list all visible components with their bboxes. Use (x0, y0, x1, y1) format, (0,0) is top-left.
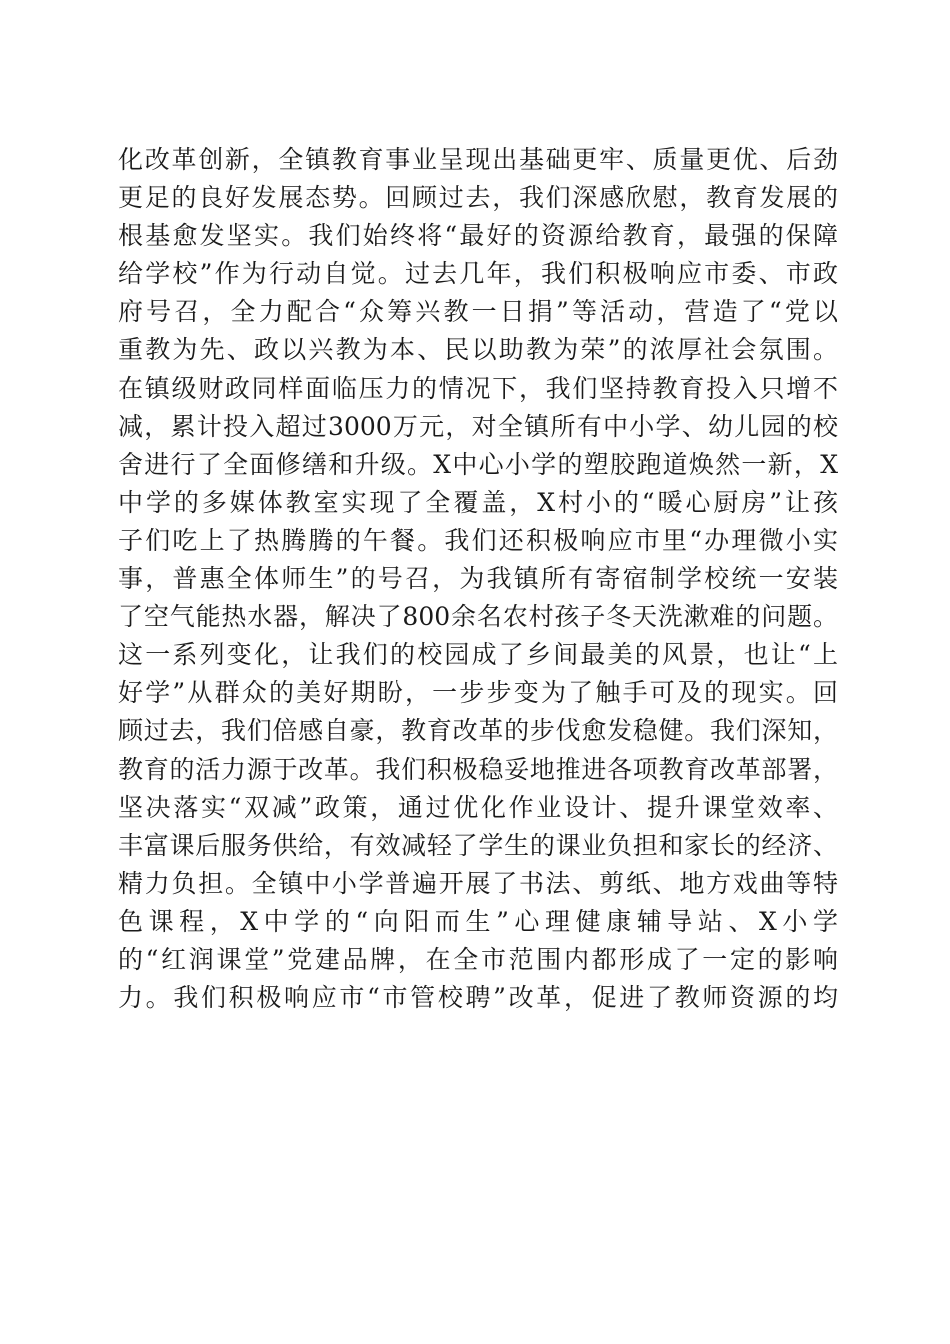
text-line: 子们吃上了热腾腾的午餐。我们还积极响应市里“办理微小实 (118, 525, 838, 555)
body-paragraph (118, 141, 838, 1017)
text-line: 更足的良好发展态势。回顾过去，我们深感欣慰，教育发展的 (118, 183, 838, 213)
text-line: 减，累计投入超过3000万元，对全镇所有中小学、幼儿园的校 (118, 411, 838, 441)
text-line: 教育的活力源于改革。我们积极稳妥地推进各项教育改革部署， (118, 754, 838, 784)
text-line: 力。我们积极响应市“市管校聘”改革，促进了教师资源的均 (118, 983, 838, 1013)
text-line: 事，普惠全体师生”的号召，为我镇所有寄宿制学校统一安装 (118, 564, 838, 594)
text-line: 顾过去，我们倍感自豪，教育改革的步伐愈发稳健。我们深知， (118, 716, 838, 746)
text-line: 在镇级财政同样面临压力的情况下，我们坚持教育投入只增不 (118, 373, 838, 403)
text-line: 了空气能热水器，解决了800余名农村孩子冬天洗漱难的问题。 (118, 602, 838, 632)
text-line: 根基愈发坚实。我们始终将“最好的资源给教育，最强的保障 (118, 221, 838, 251)
text-line: 重教为先、政以兴教为本、民以助教为荣”的浓厚社会氛围。 (118, 335, 838, 365)
text-line: 的“红润课堂”党建品牌，在全市范围内都形成了一定的影响 (118, 944, 838, 974)
text-line: 这一系列变化，让我们的校园成了乡间最美的风景，也让“上 (118, 640, 838, 670)
text-line: 坚决落实“双减”政策，通过优化作业设计、提升课堂效率、 (118, 792, 838, 822)
text-line: 府号召，全力配合“众筹兴教一日捐”等活动，营造了“党以 (118, 297, 838, 327)
text-line: 舍进行了全面修缮和升级。X中心小学的塑胶跑道焕然一新，X (118, 449, 838, 479)
text-line: 给学校”作为行动自觉。过去几年，我们积极响应市委、市政 (118, 259, 838, 289)
text-line: 丰富课后服务供给，有效减轻了学生的课业负担和家长的经济、 (118, 830, 838, 860)
text-line: 中学的多媒体教室实现了全覆盖，X村小的“暖心厨房”让孩 (118, 487, 838, 517)
text-line: 色课程，X中学的“向阳而生”心理健康辅导站、X小学 (118, 906, 838, 936)
text-line: 好学”从群众的美好期盼，一步步变为了触手可及的现实。回 (118, 678, 838, 708)
text-line: 精力负担。全镇中小学普遍开展了书法、剪纸、地方戏曲等特 (118, 868, 838, 898)
text-line: 化改革创新，全镇教育事业呈现出基础更牢、质量更优、后劲 (118, 145, 838, 174)
